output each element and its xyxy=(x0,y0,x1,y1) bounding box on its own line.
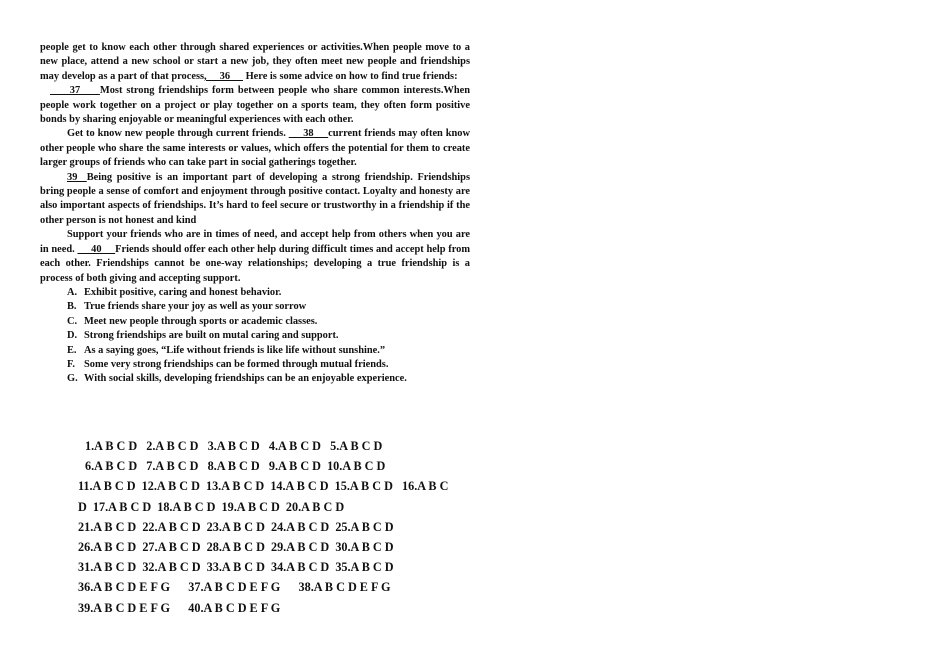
paragraph-text: Support your friends who are in times of need, and accept help from others when you are in need. xyxy=(40,229,470,255)
option-text: Some very strong friendships can be formed through mutual friends. xyxy=(84,358,389,370)
option-letter: C. xyxy=(67,315,78,327)
option-text: Meet new people through sports or academic classes. xyxy=(84,315,318,327)
answer-row: 26.A B C D 27.A B C D 28.A B C D 29.A B C D 30.A B C D xyxy=(78,540,394,555)
answer-row: 21.A B C D 22.A B C D 23.A B C D 24.A B C D 25.A B C D xyxy=(78,519,394,534)
blank-36: , 36 xyxy=(204,70,243,82)
paragraph-text: Get to know new people through current friends. xyxy=(67,128,289,140)
option-b xyxy=(40,300,470,314)
option-letter: D. xyxy=(67,330,78,342)
paragraph-5 xyxy=(40,228,470,286)
option-e xyxy=(40,344,470,358)
paragraph-text: Here is some advice on how to find true friends: xyxy=(243,70,458,82)
option-f xyxy=(40,358,470,372)
reading-passage xyxy=(40,41,470,387)
blank-37: 37 xyxy=(50,85,100,97)
paragraph-2 xyxy=(40,84,470,127)
answer-options xyxy=(40,286,470,387)
option-d xyxy=(40,329,470,343)
option-a xyxy=(40,286,470,300)
answer-row: D 17.A B C D 18.A B C D 19.A B C D 20.A B C D xyxy=(78,499,345,514)
option-c xyxy=(40,315,470,329)
paragraph-3 xyxy=(40,127,470,170)
paragraph-4 xyxy=(40,171,470,229)
option-text: Exhibit positive, caring and honest behavior. xyxy=(84,286,282,298)
option-letter: E. xyxy=(67,344,77,356)
answer-row: 11.A B C D 12.A B C D 13.A B C D 14.A B C D 15.A B C D 16.A B C xyxy=(78,479,449,494)
option-text: Strong friendships are built on mutal caring and support. xyxy=(84,330,339,342)
paragraph-text: Most strong friendships form between people who share common interests.When people work together on a project or play together on a sports team, they often form positive bonds by sharing enjoyable or meaningful experiences with each other. xyxy=(40,85,470,126)
answer-row: 31.A B C D 32.A B C D 33.A B C D 34.A B C D 35.A B C D xyxy=(78,560,394,575)
option-letter: F. xyxy=(67,358,75,370)
option-letter: B. xyxy=(67,301,77,313)
blank-38: 38 xyxy=(288,128,329,140)
paragraph-text: current friends may often know other people who share the same interests or values, which offers the potential for them to create larger groups of friends who can take part in social gatherings together. xyxy=(40,128,470,169)
option-letter: G. xyxy=(67,373,78,385)
option-g xyxy=(40,372,470,386)
answer-row: 36.A B C D E F G 37.A B C D E F G 38.A B C D E F G xyxy=(78,580,391,595)
answer-row: 39.A B C D E F G 40.A B C D E F G xyxy=(78,600,281,615)
answer-sheet xyxy=(78,436,478,618)
paragraph-text: Friends should offer each other help during difficult times and accept help from each other. Friendships cannot be one-way relationships; developing a true friendship is a process of both giving and accepting support. xyxy=(40,243,470,284)
answer-row: 1.A B C D 2.A B C D 3.A B C D 4.A B C D 5.A B C D xyxy=(85,439,383,453)
blank-40: 40 xyxy=(77,243,116,255)
paragraph-text: people get to know each other through shared experiences or activities.When people move to a new place, attend a new school or start a new job, they often meet new people and friendships may develop as a part of that process xyxy=(40,42,470,82)
option-letter: A. xyxy=(67,286,78,298)
paragraph-text: Being positive is an important part of developing a strong friendship. Friendships bring people a sense of comfort and enjoyment through positive contact. Loyalty and honesty are also important aspects of friendships. It’s hard to feel secure or trustworthy in a friendship if the other person is not honest and kind xyxy=(40,171,471,226)
option-text: True friends share your joy as well as your sorrow xyxy=(84,301,307,313)
paragraph-1 xyxy=(40,41,470,84)
answer-row: 6.A B C D 7.A B C D 8.A B C D 9.A B C D 10.A B C D xyxy=(85,459,386,474)
option-text: As a saying goes, “Life without friends is like life without sunshine.” xyxy=(84,344,386,356)
blank-39: 39 xyxy=(67,171,87,183)
option-text: With social skills, developing friendships can be an enjoyable experience. xyxy=(84,373,407,385)
